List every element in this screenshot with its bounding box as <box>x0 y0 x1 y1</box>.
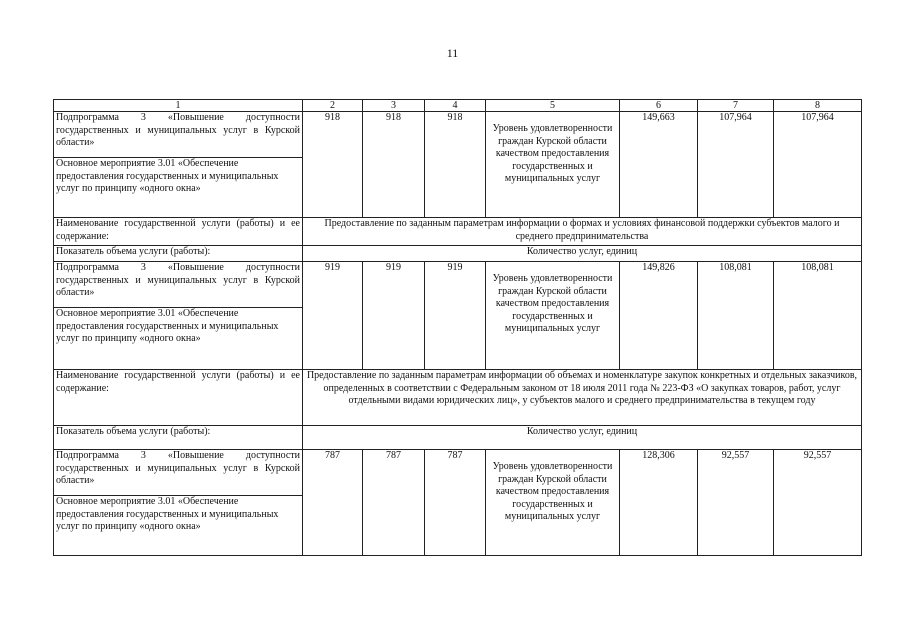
value-cell: 919 <box>303 262 363 370</box>
value-cell: 149,663 <box>620 112 698 218</box>
indicator-cell: Уровень удовлетворенности граждан Курской области качеством предоставления государственных и муниципальных услуг <box>486 450 620 556</box>
value-cell: 92,557 <box>698 450 774 556</box>
table-row <box>54 218 862 246</box>
value-cell: 108,081 <box>774 262 862 370</box>
subprogram-cell: Подпрограмма 3 «Повышение доступности государственных и муниципальных услуг в Курской области» <box>54 112 303 158</box>
service-text-cell: Предоставление по заданным параметрам информации об объемах и номенклатуре закупок конкретных и отдельных заказчиков, определенных в соответствии с Федеральным законом от 18 июля 2011 года № 223-ФЗ «О закупках товаров, работ, услуг отдельными видами юридических лиц», у субъектов малого и среднего предпринимательства в текущем году <box>303 370 862 426</box>
column-header: 3 <box>363 100 425 112</box>
indicator-cell: Уровень удовлетворенности граждан Курской области качеством предоставления государственных и муниципальных услуг <box>486 262 620 370</box>
value-cell: 918 <box>303 112 363 218</box>
value-cell: 919 <box>363 262 425 370</box>
indicator-text-cell: Количество услуг, единиц <box>303 246 862 262</box>
value-cell: 787 <box>425 450 486 556</box>
service-label-cell: Наименование государственной услуги (работы) и ее содержание: <box>54 218 303 246</box>
value-cell: 149,826 <box>620 262 698 370</box>
table-row <box>54 426 862 450</box>
subprogram-cell: Подпрограмма 3 «Повышение доступности государственных и муниципальных услуг в Курской области» <box>54 450 303 496</box>
value-cell: 918 <box>363 112 425 218</box>
event-cell: Основное мероприятие 3.01 «Обеспечение предоставления государственных и муниципальных услуг по принципу «одного окна» <box>54 496 303 556</box>
indicator-text-cell: Количество услуг, единиц <box>303 426 862 450</box>
indicator-label-cell: Показатель объема услуги (работы): <box>54 246 303 262</box>
value-cell: 919 <box>425 262 486 370</box>
value-cell: 787 <box>363 450 425 556</box>
program-table <box>53 99 862 556</box>
table-row <box>54 262 862 308</box>
column-header: 6 <box>620 100 698 112</box>
value-cell: 918 <box>425 112 486 218</box>
indicator-label-cell: Показатель объема услуги (работы): <box>54 426 303 450</box>
page-number: 11 <box>446 46 459 60</box>
column-header: 4 <box>425 100 486 112</box>
value-cell: 128,306 <box>620 450 698 556</box>
table-row <box>54 246 862 262</box>
column-header: 1 <box>54 100 303 112</box>
column-header: 7 <box>698 100 774 112</box>
table-header-row <box>54 100 862 112</box>
table-row <box>54 112 862 158</box>
table-row <box>54 450 862 496</box>
indicator-cell: Уровень удовлетворенности граждан Курской области качеством предоставления государственных и муниципальных услуг <box>486 112 620 218</box>
table-row <box>54 370 862 426</box>
service-text-cell: Предоставление по заданным параметрам информации о формах и условиях финансовой поддержки субъектов малого и среднего предпринимательства <box>303 218 862 246</box>
subprogram-cell: Подпрограмма 3 «Повышение доступности государственных и муниципальных услуг в Курской области» <box>54 262 303 308</box>
event-cell: Основное мероприятие 3.01 «Обеспечение предоставления государственных и муниципальных услуг по принципу «одного окна» <box>54 308 303 370</box>
value-cell: 92,557 <box>774 450 862 556</box>
column-header: 8 <box>774 100 862 112</box>
value-cell: 787 <box>303 450 363 556</box>
value-cell: 107,964 <box>774 112 862 218</box>
service-label-cell: Наименование государственной услуги (работы) и ее содержание: <box>54 370 303 426</box>
column-header: 5 <box>486 100 620 112</box>
value-cell: 108,081 <box>698 262 774 370</box>
value-cell: 107,964 <box>698 112 774 218</box>
event-cell: Основное мероприятие 3.01 «Обеспечение предоставления государственных и муниципальных услуг по принципу «одного окна» <box>54 158 303 218</box>
column-header: 2 <box>303 100 363 112</box>
